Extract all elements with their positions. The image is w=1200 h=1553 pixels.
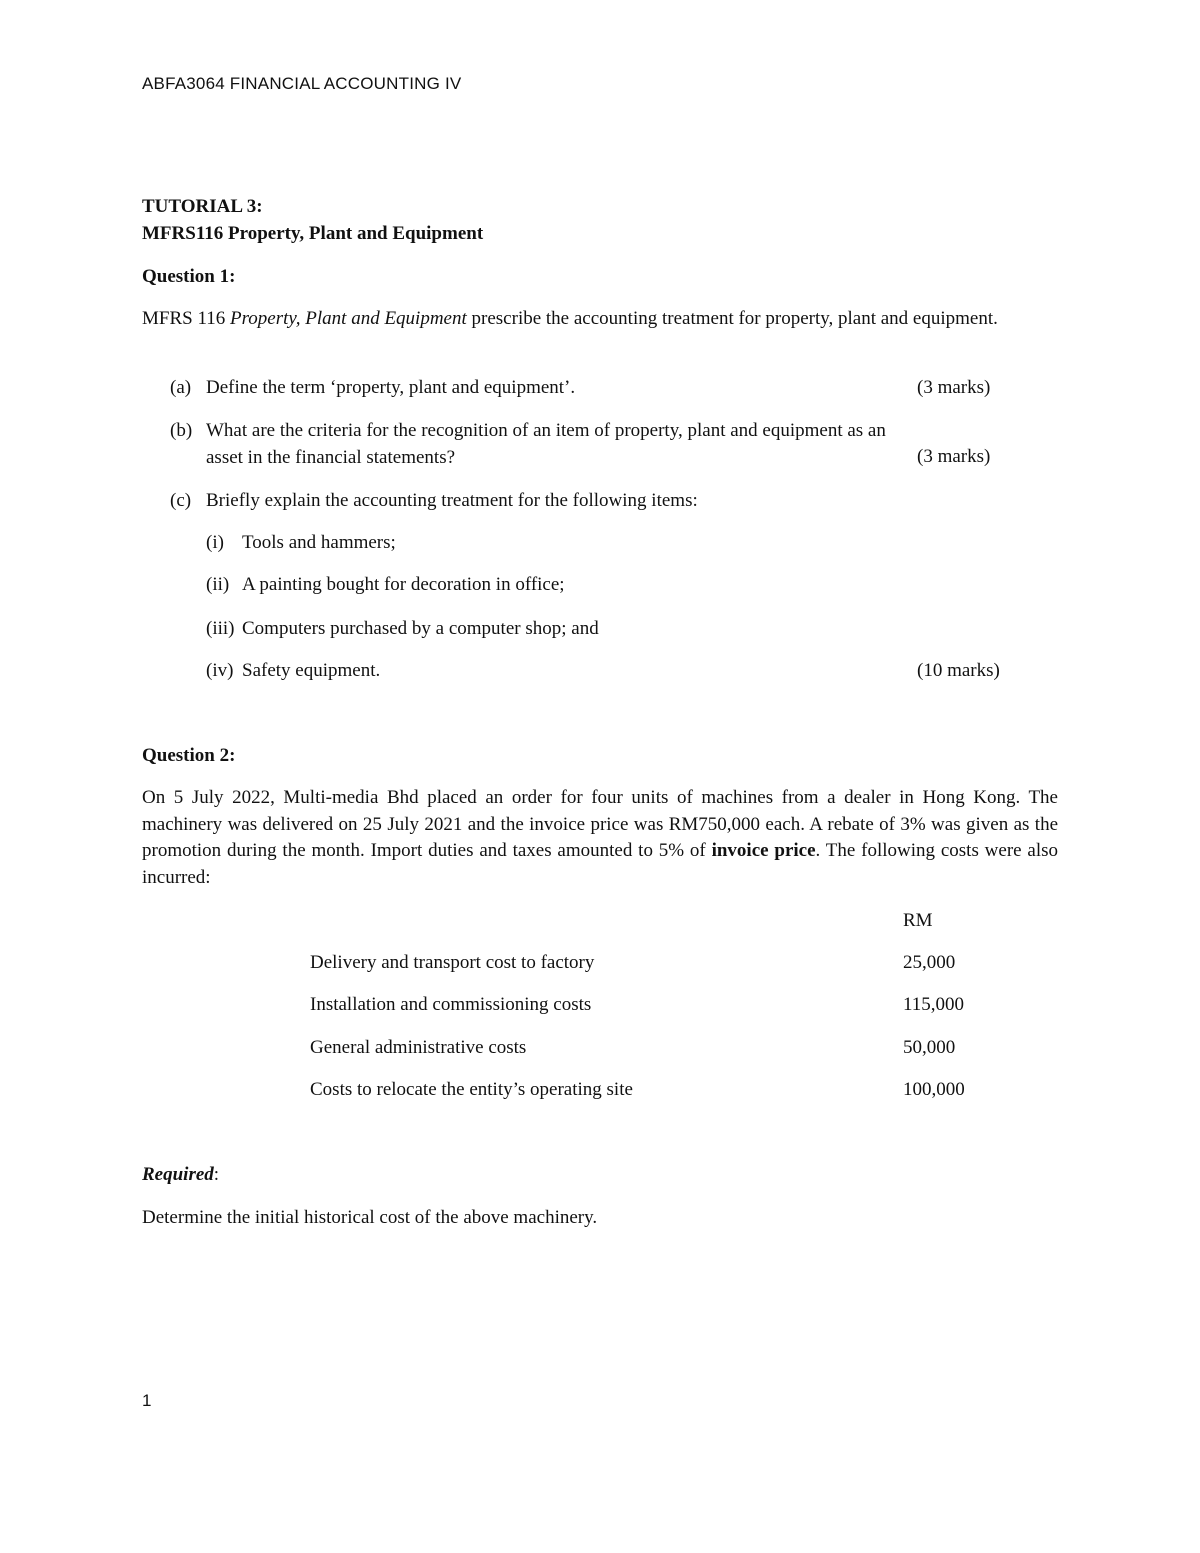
question1-heading: Question 1:	[142, 266, 236, 287]
subitem-iii-text: Computers purchased by a computer shop; and	[242, 618, 599, 639]
subitem-iii-marker: (iii)	[206, 618, 235, 639]
cost-row-label: General administrative costs	[310, 1037, 527, 1058]
cost-row-label: Installation and commissioning costs	[310, 994, 592, 1015]
question2-para-after: . The following costs were also incurred:	[142, 840, 1059, 888]
subitem-ii-marker: (ii)	[206, 574, 230, 595]
tutorial-subtitle: MFRS116 Property, Plant and Equipment	[142, 223, 484, 244]
cost-row-amount: 25,000	[903, 952, 956, 973]
subitem-iv-marker: (iv)	[206, 660, 234, 681]
required-colon: :	[213, 1164, 220, 1185]
subitem-iv-text: Safety equipment.	[242, 660, 381, 681]
question2-para-before: On 5 July 2022, Multi-media Bhd placed an order for four units of machines from a dealer in Hong Kong. The machinery was delivered on 25 July 2021 and the invoice price was RM750,000 each. A rebate of 3% was given as the promotion during the month. Import duties and taxes amounted to 5% of	[142, 787, 1058, 861]
part-b-marker: (b)	[170, 420, 193, 441]
part-c-text: Briefly explain the accounting treatment for the following items:	[206, 490, 698, 511]
part-b-text: What are the criteria for the recognition of an item of property, plant and equipment as an asset in the financial statements?	[206, 420, 886, 468]
currency-header: RM	[903, 910, 933, 931]
part-b-marks: (3 marks)	[917, 446, 991, 467]
question1-intro	[142, 306, 1058, 333]
required-text: Determine the initial historical cost of the above machinery.	[142, 1207, 598, 1228]
part-a-marker: (a)	[170, 377, 192, 398]
page-number: 1	[142, 1391, 152, 1410]
page-header: ABFA3064 FINANCIAL ACCOUNTING IV	[142, 74, 462, 93]
cost-row-amount: 100,000	[903, 1079, 965, 1100]
question2-heading: Question 2:	[142, 745, 236, 766]
part-c-marks: (10 marks)	[917, 660, 1000, 681]
required-label	[142, 1162, 219, 1188]
subitem-i-text: Tools and hammers;	[242, 532, 396, 553]
part-a-text: Define the term ‘property, plant and equipment’.	[206, 377, 576, 398]
cost-row-label: Delivery and transport cost to factory	[310, 952, 595, 973]
part-a-marks: (3 marks)	[917, 377, 991, 398]
cost-row-amount: 50,000	[903, 1037, 956, 1058]
tutorial-title: TUTORIAL 3:	[142, 196, 263, 217]
cost-row-label: Costs to relocate the entity’s operating site	[310, 1079, 633, 1100]
subitem-ii-text: A painting bought for decoration in office;	[242, 574, 565, 595]
cost-row-amount: 115,000	[903, 994, 965, 1015]
question2-paragraph	[142, 785, 1058, 891]
part-c-marker: (c)	[170, 490, 192, 511]
question1-intro-italic: Property, Plant and Equipment	[230, 308, 467, 329]
question1-intro-prefix: MFRS 116	[142, 308, 230, 329]
subitem-i-marker: (i)	[206, 532, 224, 553]
question2-para-bold: invoice price	[711, 840, 816, 861]
question1-intro-suffix: prescribe the accounting treatment for property, plant and equipment.	[466, 308, 998, 329]
required-word: Required	[142, 1164, 214, 1185]
